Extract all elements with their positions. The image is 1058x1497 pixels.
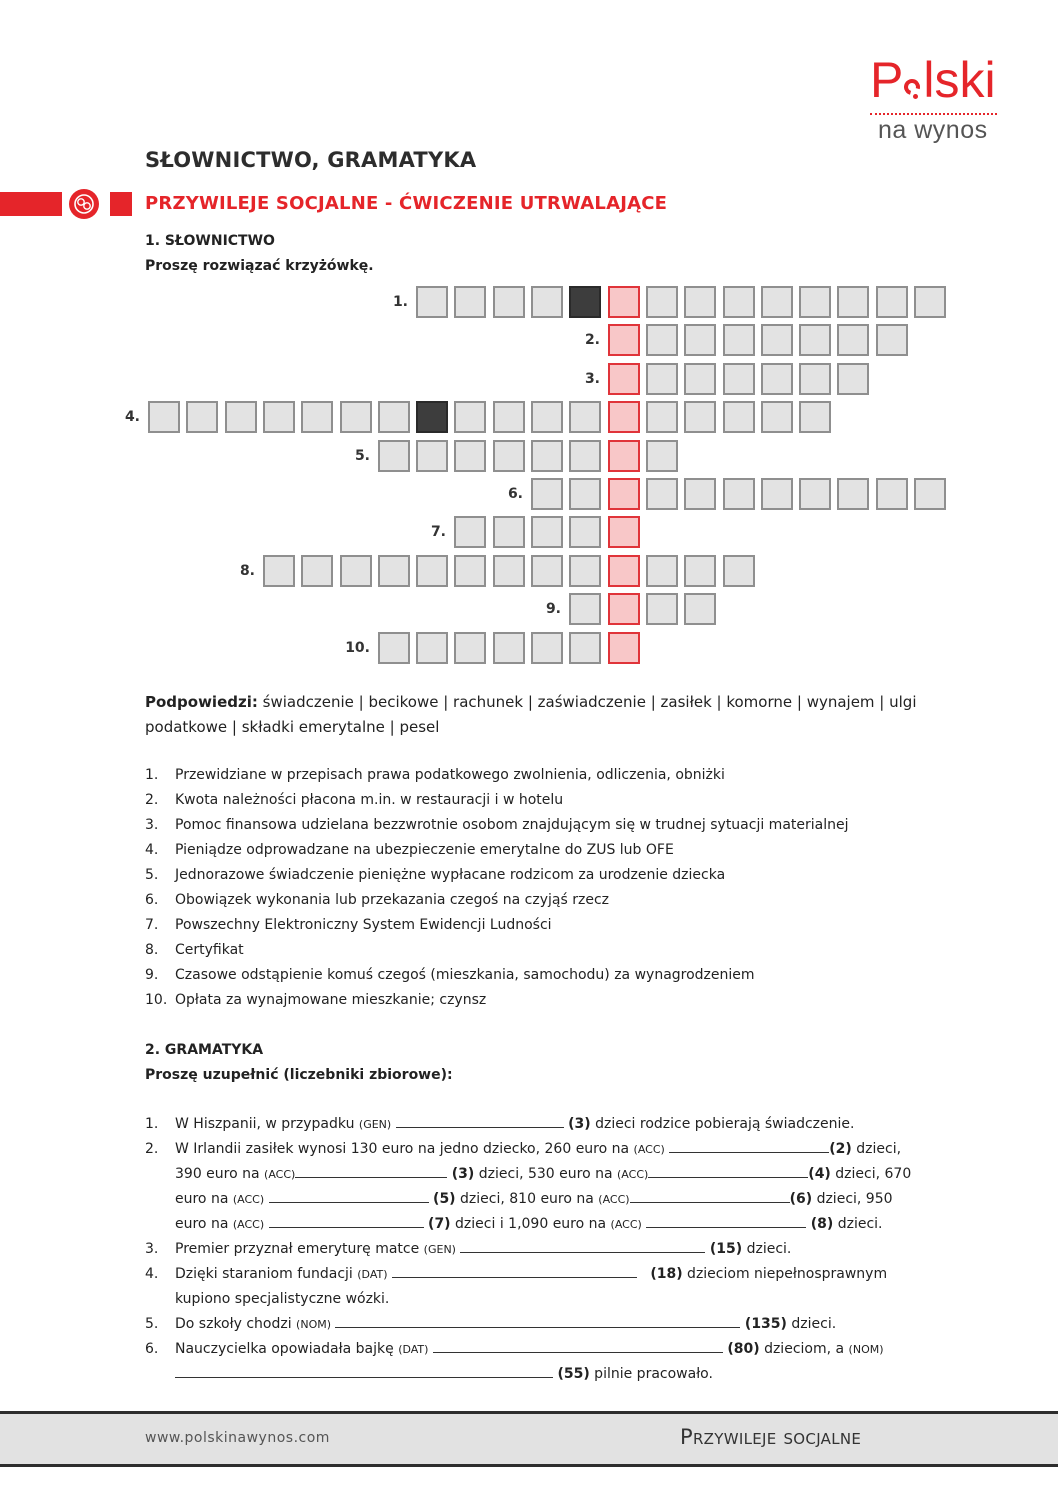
case-tag: (DAT) <box>398 1343 429 1356</box>
logo-text: lski <box>923 52 996 108</box>
crossword-cell[interactable] <box>569 516 601 548</box>
coins-icon <box>69 189 99 219</box>
crossword-cell[interactable] <box>301 401 333 433</box>
sentence-text: dzieci, 670 <box>830 1166 912 1182</box>
crossword-clue-number: 6. <box>507 486 523 502</box>
crossword-cell[interactable] <box>493 632 525 664</box>
answer-blank[interactable] <box>648 1163 808 1178</box>
clue-number: 10. <box>145 992 168 1008</box>
crossword-key-cell[interactable] <box>608 632 640 664</box>
item-number: 5. <box>145 1316 159 1332</box>
crossword-cell[interactable] <box>493 555 525 587</box>
crossword-cell[interactable] <box>569 478 601 510</box>
crossword-cell[interactable] <box>263 555 295 587</box>
clue-number: 4. <box>145 842 159 858</box>
crossword-cell[interactable] <box>416 286 448 318</box>
crossword-cell[interactable] <box>799 324 831 356</box>
answer-blank[interactable] <box>396 1113 564 1128</box>
grammar-heading: 2. GRAMATYKA <box>145 1042 264 1058</box>
grammar-line <box>145 1112 854 1137</box>
crossword-key-cell[interactable] <box>608 286 640 318</box>
answer-blank[interactable] <box>669 1138 829 1153</box>
crossword-cell[interactable] <box>723 401 755 433</box>
answer-blank[interactable] <box>295 1163 447 1178</box>
crossword-cell[interactable] <box>378 440 410 472</box>
crossword-cell[interactable] <box>454 286 486 318</box>
answer-blank[interactable] <box>646 1213 806 1228</box>
crossword-cell[interactable] <box>301 555 333 587</box>
crossword-key-cell[interactable] <box>608 555 640 587</box>
crossword-key-cell[interactable] <box>608 324 640 356</box>
grammar-line <box>145 1137 901 1162</box>
crossword-cell[interactable] <box>531 401 563 433</box>
numeral-hint: (3) <box>451 1166 475 1182</box>
list-item <box>145 813 945 838</box>
case-tag: (GEN) <box>423 1243 456 1256</box>
case-tag: (ACC) <box>598 1193 630 1206</box>
logo-subtitle: na wynos <box>878 116 988 144</box>
crossword-key-cell[interactable] <box>608 363 640 395</box>
crossword-black-cell <box>569 286 601 318</box>
numeral-hint: (18) <box>650 1266 683 1282</box>
logo-letter-p: P <box>870 52 904 108</box>
crossword-cell[interactable] <box>416 555 448 587</box>
crossword-clue-number: 7. <box>430 524 446 540</box>
crossword-cell[interactable] <box>416 632 448 664</box>
crossword-cell[interactable] <box>531 286 563 318</box>
crossword-cell[interactable] <box>569 401 601 433</box>
sentence-text: dzieci, 950 <box>812 1191 893 1207</box>
crossword-cell[interactable] <box>531 555 563 587</box>
crossword-cell[interactable] <box>531 632 563 664</box>
crossword-cell[interactable] <box>799 478 831 510</box>
numeral-hint: (6) <box>789 1191 813 1207</box>
clue-text: Przewidziane w przepisach prawa podatkowego zwolnienia, odliczenia, obniżki <box>175 767 725 783</box>
crossword-cell[interactable] <box>837 324 869 356</box>
numeral-hint: (2) <box>829 1141 852 1157</box>
page-title: SŁOWNICTWO, GRAMATYKA <box>145 148 477 172</box>
crossword-key-cell[interactable] <box>608 516 640 548</box>
clue-list <box>145 763 945 1013</box>
crossword-cell[interactable] <box>646 478 678 510</box>
case-tag: (DAT) <box>357 1268 388 1281</box>
grammar-line <box>145 1337 884 1362</box>
sentence-text: dzieciom niepełnosprawnym <box>682 1266 888 1282</box>
footer-title: Przywileje socjalne <box>680 1425 862 1449</box>
hints-label: Podpowiedzi: <box>145 693 258 711</box>
crossword-cell[interactable] <box>531 478 563 510</box>
item-number: 4. <box>145 1266 159 1282</box>
crossword-clue-number: 8. <box>239 563 255 579</box>
crossword-cell[interactable] <box>416 440 448 472</box>
crossword-cell[interactable] <box>378 555 410 587</box>
hints-text: świadczenie | becikowe | rachunek | zaświadczenie | zasiłek | komorne | wynajem | ulgi podatkowe | składki emerytalne | pesel <box>145 693 917 736</box>
numeral-hint: (7) <box>428 1216 451 1232</box>
grammar-line <box>175 1187 893 1212</box>
sentence-text: dzieci, 530 euro na <box>474 1166 618 1182</box>
numeral-hint: (5) <box>433 1191 456 1207</box>
crossword-cell[interactable] <box>646 593 678 625</box>
crossword-cell[interactable] <box>378 632 410 664</box>
crossword-key-cell[interactable] <box>608 478 640 510</box>
crossword-clue-number: 1. <box>392 294 408 310</box>
clue-number: 9. <box>145 967 159 983</box>
clue-text: Pieniądze odprowadzane na ubezpieczenie emerytalne do ZUS lub OFE <box>175 842 674 858</box>
sentence-text: Dzięki staraniom fundacji <box>175 1266 358 1282</box>
clue-number: 7. <box>145 917 159 933</box>
clue-text: Obowiązek wykonania lub przekazania czegoś na czyjąś rzecz <box>175 892 609 908</box>
list-item <box>145 863 945 888</box>
crossword-cell[interactable] <box>646 324 678 356</box>
list-item <box>145 938 945 963</box>
crossword-cell[interactable] <box>684 324 716 356</box>
crossword-cell[interactable] <box>684 555 716 587</box>
crossword-key-cell[interactable] <box>608 440 640 472</box>
list-item <box>145 763 945 788</box>
crossword-cell[interactable] <box>761 363 793 395</box>
clue-number: 6. <box>145 892 159 908</box>
case-tag: (ACC) <box>232 1218 265 1231</box>
clue-text: Kwota należności płacona m.in. w restauracji i w hotelu <box>175 792 564 808</box>
crossword-cell[interactable] <box>454 401 486 433</box>
crossword-cell[interactable] <box>761 324 793 356</box>
crossword-cell[interactable] <box>148 401 180 433</box>
sentence-text: euro na <box>175 1216 233 1232</box>
clue-text: Powszechny Elektroniczny System Ewidencji Ludności <box>175 917 552 933</box>
crossword-cell[interactable] <box>225 401 257 433</box>
crossword-cell[interactable] <box>876 324 908 356</box>
numeral-hint: (15) <box>709 1241 743 1257</box>
crossword-cell[interactable] <box>454 555 486 587</box>
crossword-cell[interactable] <box>646 555 678 587</box>
clue-number: 1. <box>145 767 159 783</box>
crossword-cell[interactable] <box>454 516 486 548</box>
crossword-cell[interactable] <box>493 516 525 548</box>
crossword-cell[interactable] <box>837 478 869 510</box>
answer-blank[interactable] <box>460 1238 705 1253</box>
sentence-text: pilnie pracowało. <box>589 1366 713 1382</box>
clue-number: 5. <box>145 867 159 883</box>
crossword-black-cell <box>416 401 448 433</box>
crossword-cell[interactable] <box>799 363 831 395</box>
hints-block <box>145 690 935 740</box>
grammar-line <box>145 1237 791 1262</box>
crossword-cell[interactable] <box>646 440 678 472</box>
clue-text: Pomoc finansowa udzielana bezzwrotnie osobom znajdującym się w trudnej sytuacji materialnej <box>175 817 849 833</box>
grammar-line <box>175 1287 389 1312</box>
answer-blank[interactable] <box>335 1313 740 1328</box>
sentence-text: dzieci, 810 euro na <box>455 1191 599 1207</box>
clue-number: 8. <box>145 942 159 958</box>
sentence-text: dzieci i 1,090 euro na <box>450 1216 611 1232</box>
crossword-cell[interactable] <box>569 555 601 587</box>
crossword-cell[interactable] <box>876 286 908 318</box>
case-tag: (ACC) <box>610 1218 642 1231</box>
crossword-cell[interactable] <box>799 401 831 433</box>
brand-logo <box>870 50 996 110</box>
crossword-cell[interactable] <box>569 440 601 472</box>
numeral-hint: (4) <box>808 1166 831 1182</box>
list-item <box>145 963 945 988</box>
item-number: 2. <box>145 1141 159 1157</box>
crossword-cell[interactable] <box>493 440 525 472</box>
sentence-text: Nauczycielka opowiadała bajkę <box>175 1341 399 1357</box>
crossword-cell[interactable] <box>761 401 793 433</box>
footer-url[interactable]: www.polskinawynos.com <box>145 1430 330 1446</box>
clue-text: Certyfikat <box>175 942 244 958</box>
accent-bar-right <box>110 192 132 216</box>
crossword-cell[interactable] <box>186 401 218 433</box>
crossword-cell[interactable] <box>837 363 869 395</box>
crossword-cell[interactable] <box>646 286 678 318</box>
crossword-cell[interactable] <box>454 632 486 664</box>
list-item <box>145 988 945 1013</box>
answer-blank[interactable] <box>269 1188 429 1203</box>
item-number: 6. <box>145 1341 159 1357</box>
case-tag: (ACC) <box>232 1193 265 1206</box>
crossword-cell[interactable] <box>914 478 946 510</box>
numeral-hint: (135) <box>744 1316 787 1332</box>
crossword-cell[interactable] <box>723 286 755 318</box>
crossword-cell[interactable] <box>569 593 601 625</box>
grammar-line <box>175 1362 713 1387</box>
case-tag: (NOM) <box>296 1318 332 1331</box>
crossword-cell[interactable] <box>761 286 793 318</box>
crossword-cell[interactable] <box>531 440 563 472</box>
logo-o-mark <box>903 65 923 97</box>
list-item <box>145 788 945 813</box>
crossword-cell[interactable] <box>684 363 716 395</box>
clue-number: 3. <box>145 817 159 833</box>
numeral-hint: (80) <box>727 1341 760 1357</box>
crossword-cell[interactable] <box>799 286 831 318</box>
crossword-cell[interactable] <box>723 363 755 395</box>
sentence-text: euro na <box>175 1191 233 1207</box>
list-item <box>145 913 945 938</box>
sentence-text: dzieciom, a <box>759 1341 849 1357</box>
item-number: 3. <box>145 1241 159 1257</box>
crossword-cell[interactable] <box>263 401 295 433</box>
crossword-cell[interactable] <box>340 401 372 433</box>
crossword-clue-number: 3. <box>584 371 600 387</box>
grammar-line <box>175 1212 883 1237</box>
logo-dotted-divider <box>870 113 997 115</box>
numeral-hint: (3) <box>568 1116 591 1132</box>
crossword-cell[interactable] <box>531 516 563 548</box>
grammar-line <box>145 1262 887 1287</box>
crossword-key-cell[interactable] <box>608 593 640 625</box>
section-title: PRZYWILEJE SOCJALNE - ĆWICZENIE UTRWALAJĄCE <box>145 193 668 214</box>
sentence-text: dzieci. <box>833 1216 883 1232</box>
grammar-line <box>145 1312 836 1337</box>
sentence-text: 390 euro na <box>175 1166 265 1182</box>
sentence-text: dzieci, <box>851 1141 902 1157</box>
crossword-cell[interactable] <box>684 478 716 510</box>
case-tag: (GEN) <box>358 1118 392 1131</box>
sentence-text: dzieci rodzice pobierają świadczenie. <box>590 1116 855 1132</box>
sentence-text: W Irlandii zasiłek wynosi 130 euro na jedno dziecko, 260 euro na <box>175 1141 634 1157</box>
crossword-cell[interactable] <box>340 555 372 587</box>
crossword-cell[interactable] <box>378 401 410 433</box>
clue-number: 2. <box>145 792 159 808</box>
vocab-instruction: Proszę rozwiązać krzyżówkę. <box>145 258 374 274</box>
numeral-hint: (8) <box>810 1216 834 1232</box>
answer-blank[interactable] <box>630 1188 790 1203</box>
crossword-clue-number: 5. <box>354 448 370 464</box>
answer-blank[interactable] <box>433 1338 723 1353</box>
crossword-cell[interactable] <box>761 478 793 510</box>
crossword-clue-number: 2. <box>584 332 600 348</box>
case-tag: (ACC) <box>264 1168 296 1181</box>
accent-bar-left <box>0 192 62 216</box>
crossword-cell[interactable] <box>723 324 755 356</box>
crossword-cell[interactable] <box>837 286 869 318</box>
sentence-text: Premier przyznał emeryturę matce <box>175 1241 424 1257</box>
case-tag: (ACC) <box>617 1168 649 1181</box>
answer-blank[interactable] <box>392 1263 637 1278</box>
crossword-cell[interactable] <box>914 286 946 318</box>
crossword-cell[interactable] <box>646 363 678 395</box>
footer-rule-bottom <box>0 1464 1058 1467</box>
crossword-clue-number: 9. <box>545 601 561 617</box>
list-item <box>145 838 945 863</box>
crossword-cell[interactable] <box>493 286 525 318</box>
crossword-cell[interactable] <box>723 555 755 587</box>
crossword-key-cell[interactable] <box>608 401 640 433</box>
crossword-cell[interactable] <box>454 440 486 472</box>
sentence-text: Do szkoły chodzi <box>175 1316 297 1332</box>
list-item <box>145 888 945 913</box>
sentence-text: W Hiszpanii, w przypadku <box>175 1116 359 1132</box>
sentence-text: dzieci. <box>742 1241 792 1257</box>
sentence-text: dzieci. <box>786 1316 837 1332</box>
answer-blank[interactable] <box>269 1213 424 1228</box>
crossword-cell[interactable] <box>569 632 601 664</box>
crossword-clue-number: 4. <box>124 409 140 425</box>
case-tag: (ACC) <box>633 1143 665 1156</box>
grammar-instruction: Proszę uzupełnić (liczebniki zbiorowe): <box>145 1067 453 1083</box>
clue-text: Opłata za wynajmowane mieszkanie; czynsz <box>175 992 487 1008</box>
clue-text: Jednorazowe świadczenie pieniężne wypłacane rodzicom za urodzenie dziecka <box>175 867 726 883</box>
answer-blank[interactable] <box>175 1363 553 1378</box>
item-number: 1. <box>145 1116 159 1132</box>
sentence-text: kupiono specjalistyczne wózki. <box>175 1291 390 1307</box>
case-tag: (NOM) <box>848 1343 884 1356</box>
crossword-cell[interactable] <box>684 286 716 318</box>
grammar-line <box>175 1162 911 1187</box>
clue-text: Czasowe odstąpienie komuś czegoś (mieszkania, samochodu) za wynagrodzeniem <box>175 967 755 983</box>
crossword-cell[interactable] <box>876 478 908 510</box>
crossword-cell[interactable] <box>723 478 755 510</box>
vocab-heading: 1. SŁOWNICTWO <box>145 233 275 249</box>
crossword-cell[interactable] <box>646 401 678 433</box>
crossword-clue-number: 10. <box>345 640 370 656</box>
crossword-cell[interactable] <box>493 401 525 433</box>
numeral-hint: (55) <box>557 1366 590 1382</box>
crossword-cell[interactable] <box>684 593 716 625</box>
crossword-cell[interactable] <box>684 401 716 433</box>
